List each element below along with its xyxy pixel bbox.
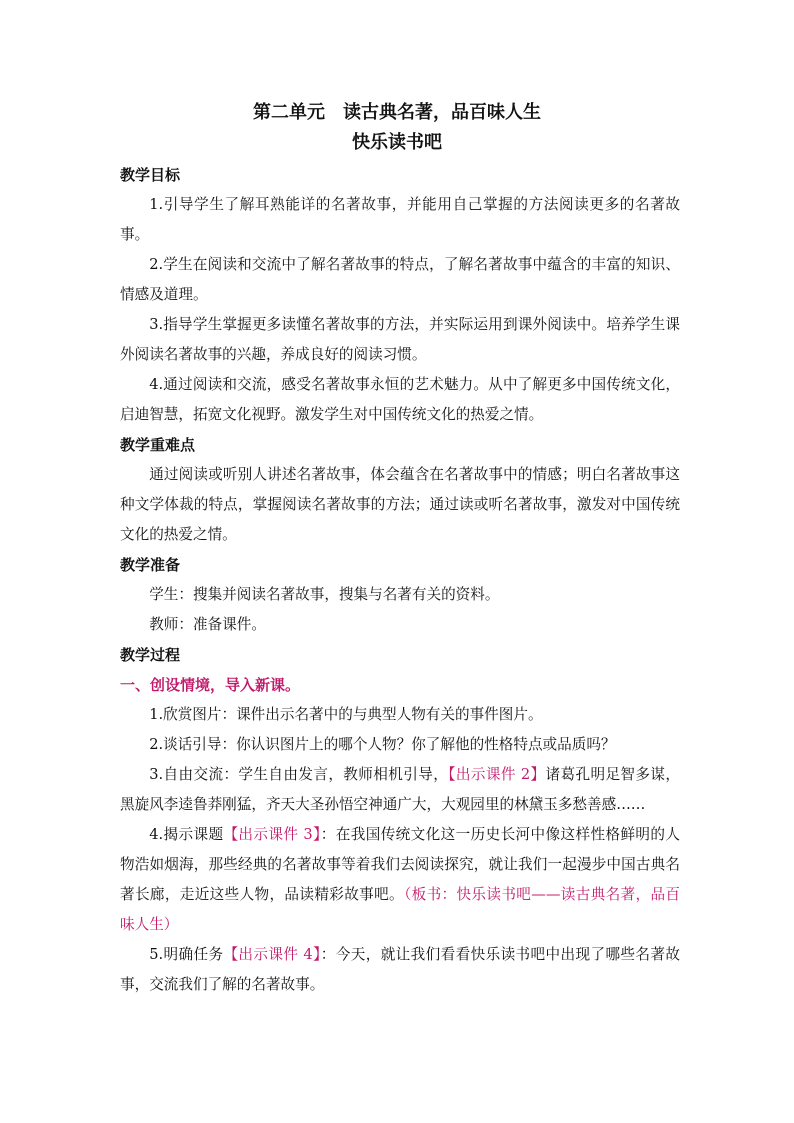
- lesson-title: 快乐读书吧: [352, 132, 442, 153]
- board-writing-note: （板书：快乐读书吧——读古典名著，品百味人生）: [120, 886, 680, 933]
- process-item-4-text-cont: ：在我国传统文化这一历史长河中像这样性格鲜明的人物浩如烟海，那些经典的名著故事等着我们去阅读探究，就让我们一起漫步中国古典名著长廊，走近这些人物，品读精彩故事吧。: [120, 826, 680, 903]
- process-item-2: 2.谈话引导：你认识图片上的哪个人物？你了解他的性格特点或品质吗？: [149, 736, 616, 753]
- process-item-3-text: 3.自由交流：学生自由发言，教师相机引导，: [149, 766, 449, 783]
- document-body: [120, 160, 680, 1000]
- courseware-tag: 【出示课件 2】: [448, 766, 546, 783]
- unit-title: 第二单元 读古典名著，品百味人生: [253, 102, 541, 123]
- preparation-students: 学生：搜集并阅读名著故事，搜集与名著有关的资料。: [149, 586, 500, 603]
- objective-item: 4.通过阅读和交流，感受名著故事永恒的艺术魅力。从中了解更多中国传统文化，启迪智慧，拓宽文化视野。激发学生对中国传统文化的热爱之情。: [120, 376, 680, 423]
- objective-item: 1.引导学生了解耳熟能详的名著故事，并能用自己掌握的方法阅读更多的名著故事。: [120, 196, 680, 243]
- key-points-heading: 教学重难点: [120, 436, 196, 454]
- objective-item: 2.学生在阅读和交流中了解名著故事的特点，了解名著故事中蕴含的丰富的知识、情感及道理。: [120, 256, 680, 303]
- process-item-5: [120, 940, 680, 1000]
- preparation-heading: 教学准备: [120, 556, 181, 574]
- process-item-3: [120, 760, 680, 820]
- objectives-heading: 教学目标: [120, 166, 181, 184]
- process-item-4: [120, 820, 680, 940]
- process-item-5-text: 5.明确任务: [149, 946, 224, 963]
- objective-item: 3.指导学生掌握更多读懂名著故事的方法，并实际运用到课外阅读中。培养学生课外阅读名著故事的兴趣，养成良好的阅读习惯。: [120, 316, 680, 363]
- courseware-tag: 【出示课件 4】: [223, 946, 321, 963]
- process-item-1: 1.欣赏图片：课件出示名著中的与典型人物有关的事件图片。: [149, 706, 543, 723]
- process-item-3-text-cont: 诸葛孔明足智多谋，黑旋风李逵鲁莽刚猛，齐天大圣孙悟空神通广大，大观园里的林黛玉多愁善感……: [120, 766, 680, 813]
- key-points-text: 通过阅读或听别人讲述名著故事，体会蕴含在名著故事中的情感；明白名著故事这种文学体裁的特点，掌握阅读名著故事的方法；通过读或听名著故事，激发对中国传统文化的热爱之情。: [120, 466, 680, 543]
- process-item-5-text-cont: ：今天，就让我们看看快乐读书吧中出现了哪些名著故事，交流我们了解的名著故事。: [120, 946, 680, 993]
- courseware-tag: 【出示课件 3】: [223, 826, 321, 843]
- process-step-1-heading: 一、创设情境，导入新课。: [120, 676, 301, 694]
- process-heading: 教学过程: [120, 646, 181, 664]
- preparation-teacher: 教师：准备课件。: [149, 616, 266, 633]
- process-item-4-text: 4.揭示课题: [149, 826, 224, 843]
